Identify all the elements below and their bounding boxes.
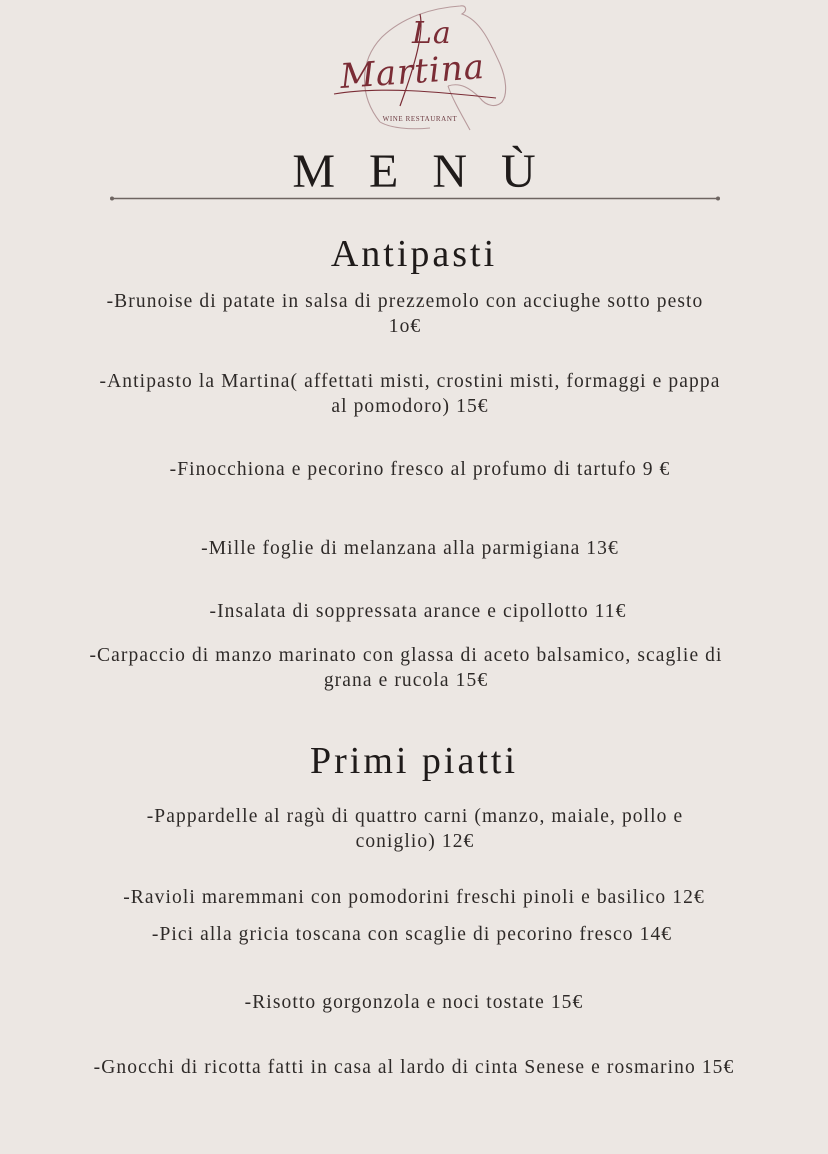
menu-title: MENÙ [292, 145, 570, 198]
section-title-primi-piatti: Primi piatti [309, 740, 519, 782]
section-title-antipasti: Antipasti [330, 233, 498, 275]
menu-item: -Pappardelle al ragù di quattro carni (manzo, maiale, pollo e coniglio) 12€ [146, 806, 684, 852]
restaurant-logo [320, 2, 520, 138]
menu-item: -Gnocchi di ricotta fatti in casa al lardo di cinta Senese e rosmarino 15€ [93, 1057, 735, 1078]
menu-item: -Carpaccio di manzo marinato con glassa di aceto balsamico, scaglie di grana e rucola 15€ [89, 645, 723, 691]
menu-item: -Risotto gorgonzola e noci tostate 15€ [244, 992, 584, 1013]
menu-item: -Antipasto la Martina( affettati misti, crostini misti, formaggi e pappa al pomodoro) 15€ [99, 371, 721, 417]
logo-la-text: La [412, 16, 452, 51]
menu-item: -Brunoise di patate in salsa di prezzemolo con acciughe sotto pesto 1o€ [106, 291, 704, 337]
logo-martina-text: Martina [338, 46, 487, 98]
menu-item: -Mille foglie di melanzana alla parmigiana 13€ [201, 538, 619, 559]
menu-item: -Finocchiona e pecorino fresco al profumo di tartufo 9 € [169, 459, 671, 480]
menu-item: -Insalata di soppressata arance e cipollotto 11€ [209, 601, 627, 622]
logo-subtitle: WINE RESTAURANT [382, 115, 458, 123]
menu-item: -Ravioli maremmani con pomodorini freschi pinoli e basilico 12€ [123, 887, 705, 908]
menu-item: -Pici alla gricia toscana con scaglie di pecorino fresco 14€ [151, 924, 673, 945]
title-divider [110, 196, 720, 201]
